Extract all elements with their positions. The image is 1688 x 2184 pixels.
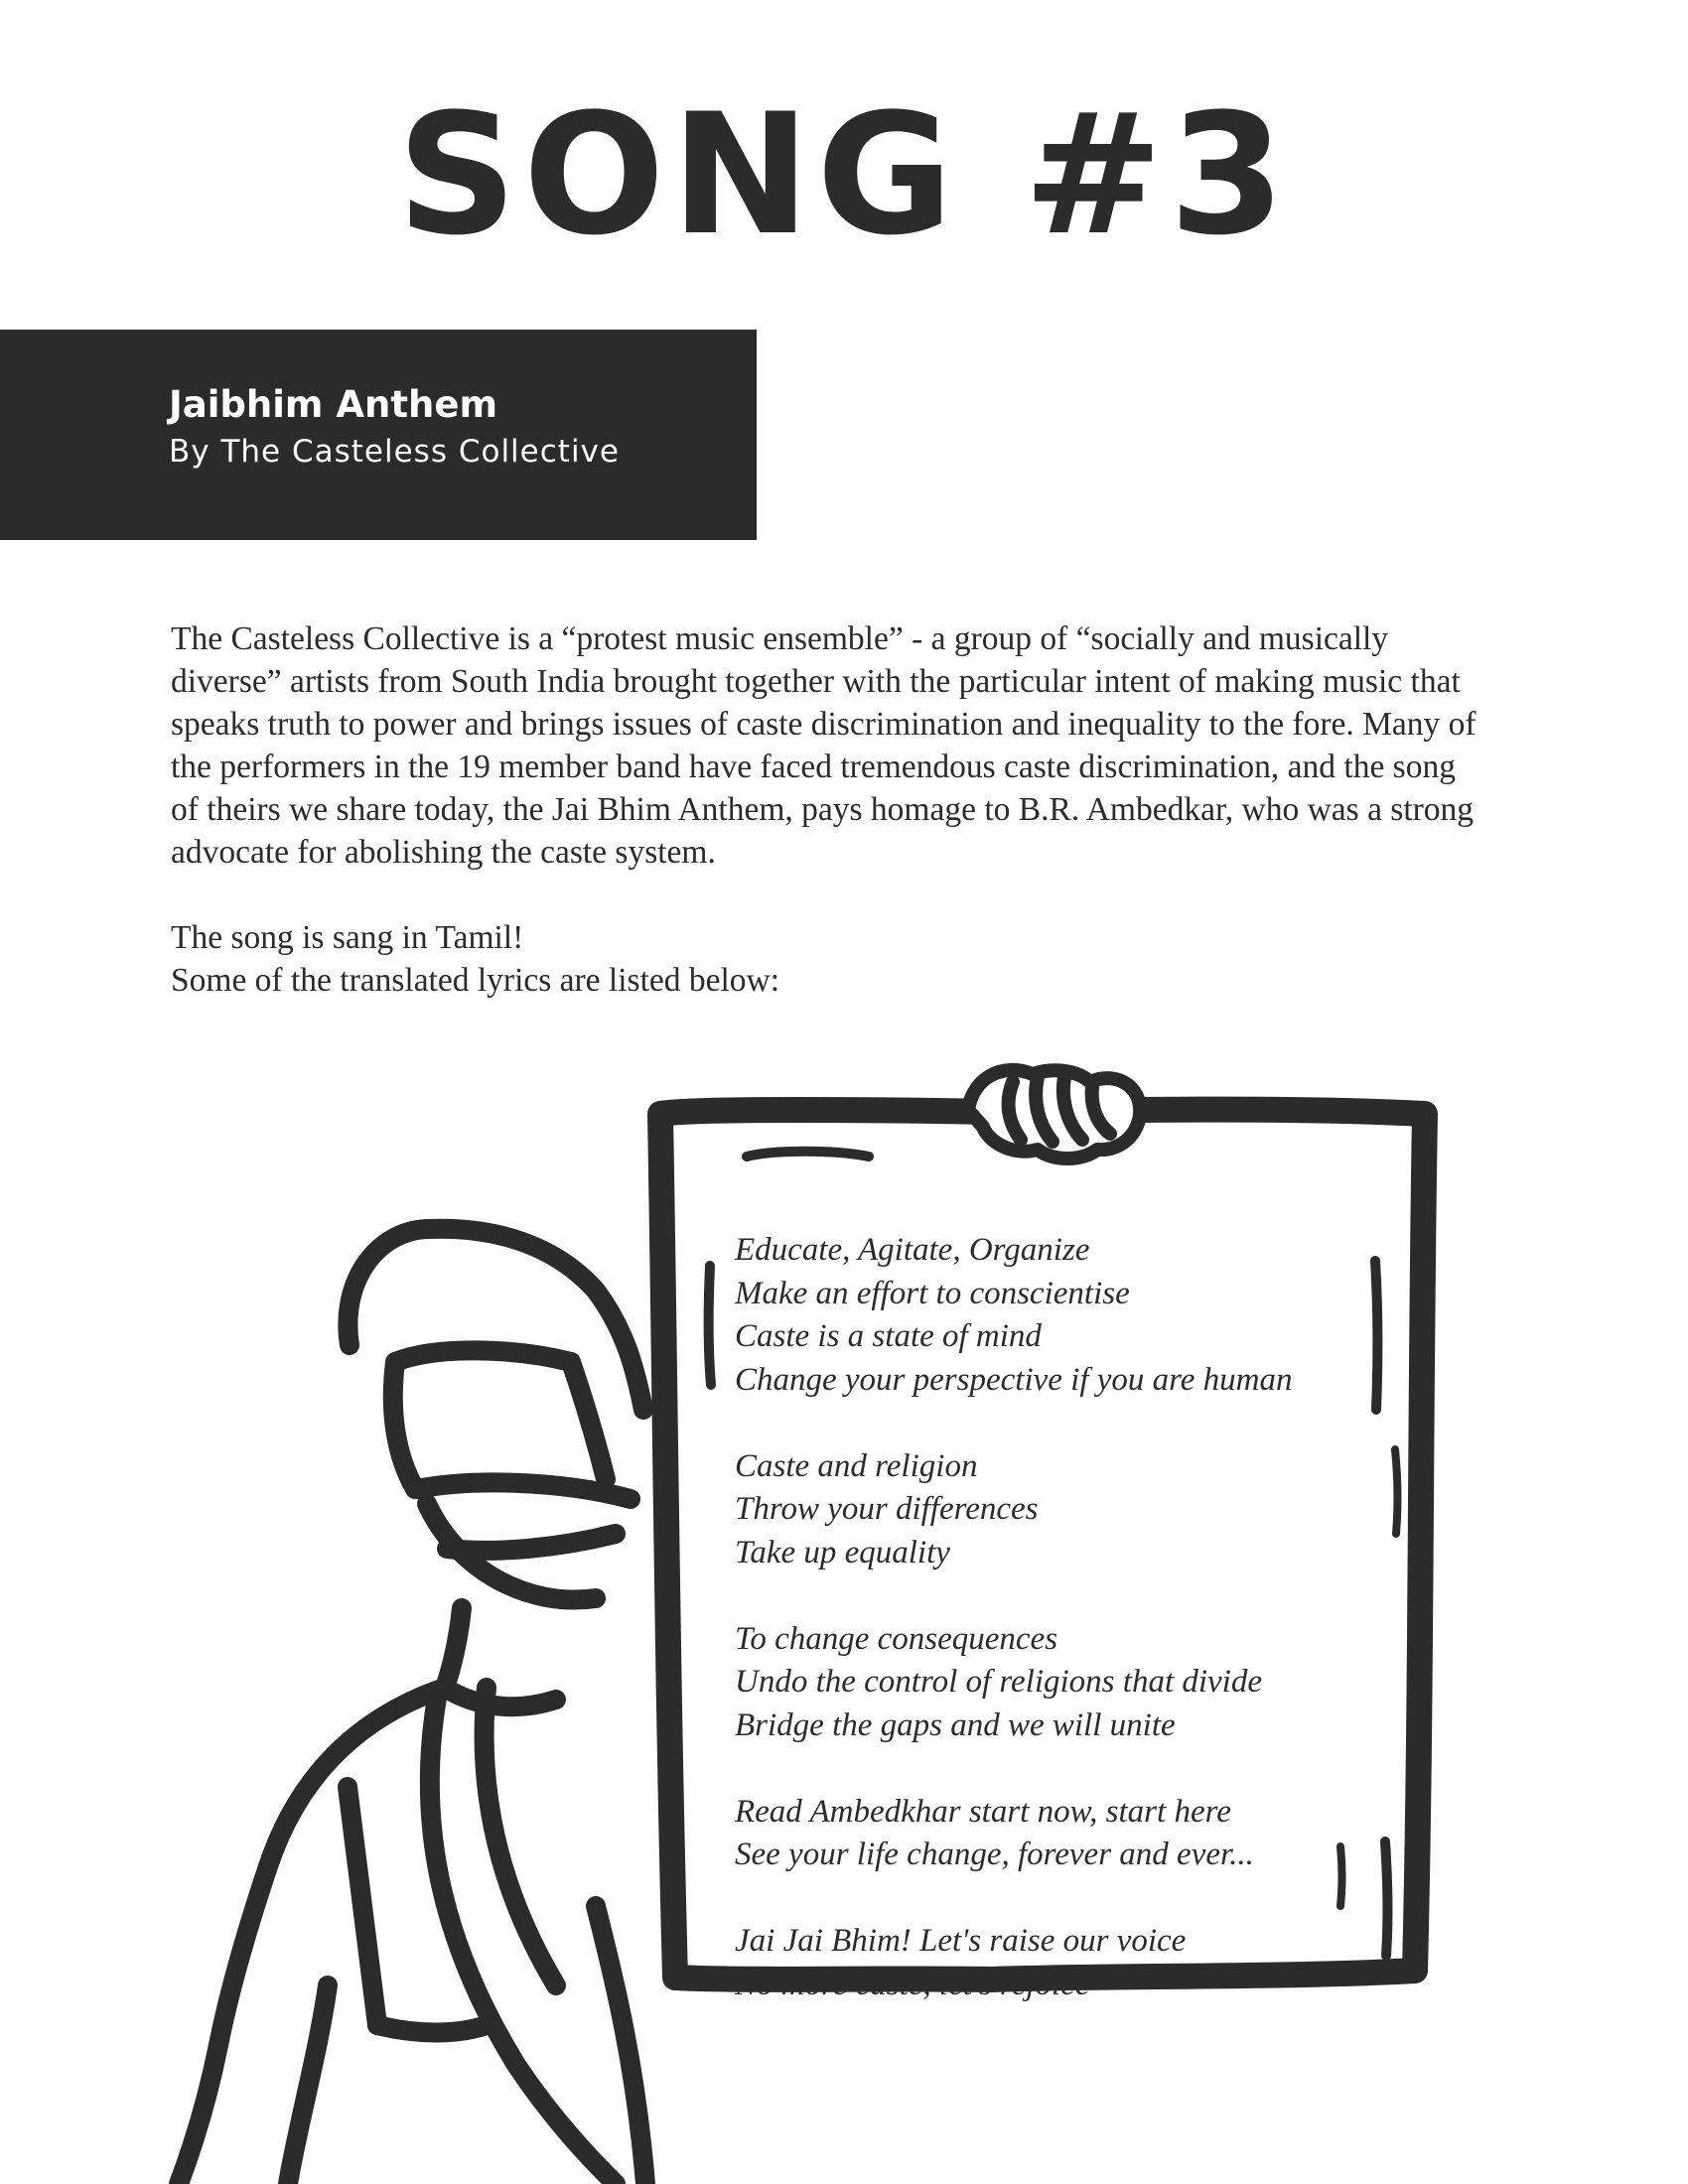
lyric-line: Caste and religion xyxy=(735,1447,978,1484)
lyric-line: Jai Jai Bhim! Let's raise our voice xyxy=(735,1923,1187,1959)
lyric-line: No more caste, let's rejoice xyxy=(735,1966,1090,2002)
lyric-line: Change your perspective if you are human xyxy=(735,1361,1293,1398)
hand-gripping-sign xyxy=(968,1070,1140,1159)
song-artist: By The Casteless Collective xyxy=(169,434,620,470)
lyric-line: Educate, Agitate, Organize xyxy=(735,1232,1090,1268)
lyric-line: To change consequences xyxy=(735,1620,1058,1657)
lyric-line: Take up equality xyxy=(735,1534,950,1570)
intro-paragraph: The Casteless Collective is a “protest music ensemble” - a group of “socially and musically diverse” artists from South India brought together with the particular intent of making music that speaks truth to power and brings issues of caste discrimination and inequality to the fore. Many of the performers in the 19 member band have faced tremendous caste discrimination, and the song of theirs we share today, the Jai Bhim Anthem, pays homage to B.R. Ambedkar, who was a strong advocate for abolishing the caste system. xyxy=(171,620,1477,871)
page-title: SONG #3 xyxy=(396,77,1292,272)
intro-note-line-1: The song is sang in Tamil! xyxy=(171,919,524,956)
lyric-line: Throw your differences xyxy=(735,1491,1039,1527)
lyric-line: Bridge the gaps and we will unite xyxy=(735,1706,1176,1743)
lyric-line: Caste is a state of mind xyxy=(735,1318,1042,1354)
intro-note-line-2: Some of the translated lyrics are listed below: xyxy=(171,962,780,999)
lyrics-stanza xyxy=(735,1920,1350,2006)
song-name: Jaibhim Anthem xyxy=(169,383,498,426)
lyrics-stanza xyxy=(735,1445,1350,1575)
lyrics-stanza xyxy=(735,1618,1350,1748)
lyrics-stanza xyxy=(735,1229,1350,1402)
lyric-line: See your life change, forever and ever... xyxy=(735,1837,1254,1872)
lyric-line: Read Ambedkhar start now, start here xyxy=(735,1793,1231,1830)
protester-figure xyxy=(179,1229,645,2184)
lyric-line: Undo the control of religions that divide xyxy=(735,1664,1262,1700)
lyrics-stanza xyxy=(735,1791,1350,1877)
translated-lyrics xyxy=(735,1229,1350,2006)
lyric-line: Make an effort to conscientise xyxy=(735,1275,1130,1311)
